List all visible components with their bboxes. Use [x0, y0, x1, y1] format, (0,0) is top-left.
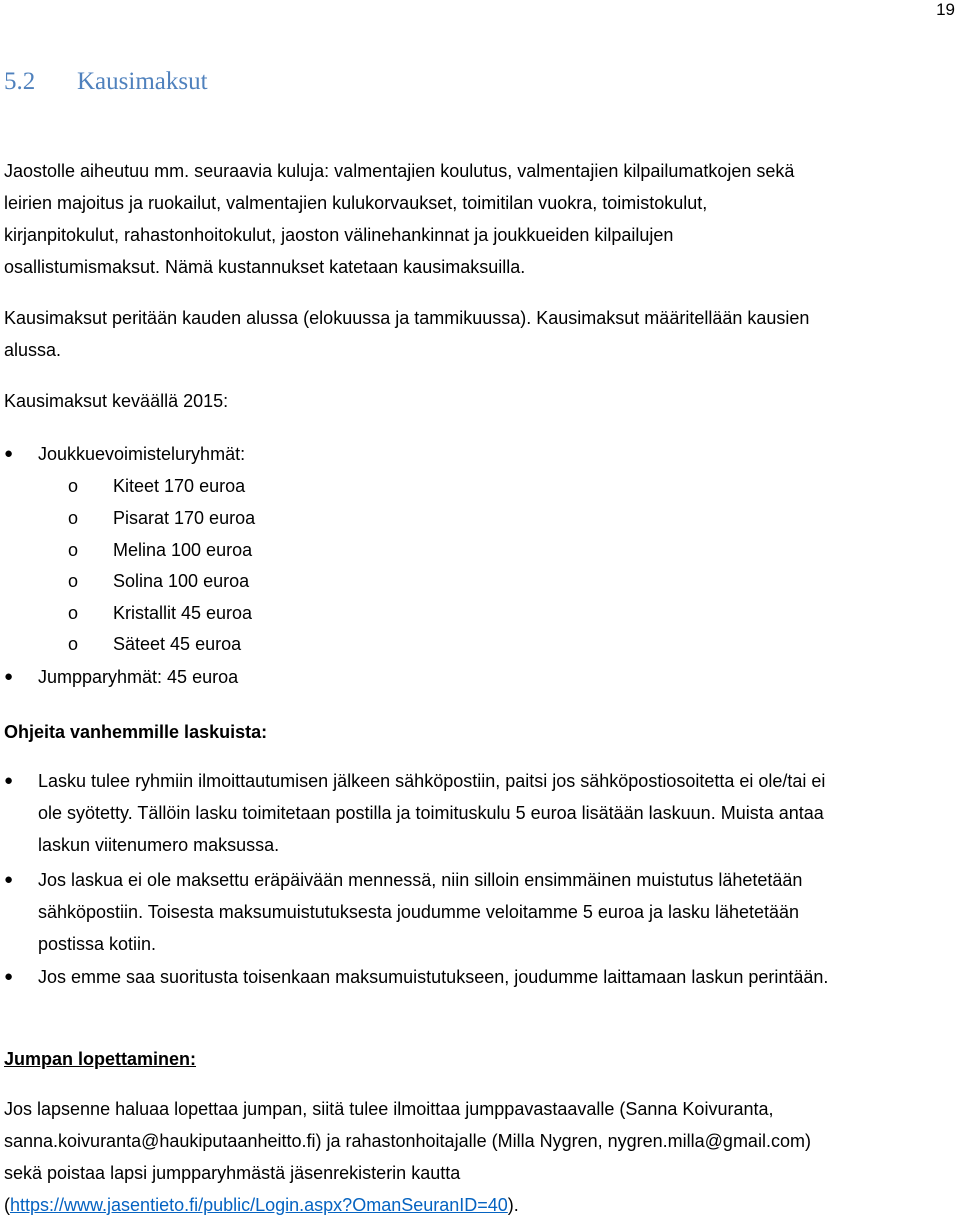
text-line: ole syötetty. Tällöin lasku toimitetaan postilla ja toimituskulu 5 euroa lisätään laskuun. Muista antaa [38, 803, 824, 823]
sub-bullet-icon: o [68, 603, 79, 623]
sub-bullet-icon: o [68, 476, 79, 496]
bullet-icon: ● [4, 968, 14, 985]
text-line: Lasku tulee ryhmiin ilmoittautumisen jälkeen sähköpostiin, paitsi jos sähköpostiosoitetta ei ole/tai ei [38, 771, 826, 791]
text-line: postissa kotiin. [38, 934, 157, 954]
text-line: sekä poistaa lapsi jumpparyhmästä jäsenrekisterin kautta [4, 1163, 461, 1183]
fee-item: Säteet 45 euroa [113, 634, 242, 654]
intro-paragraph [4, 155, 956, 283]
quitting-heading: Jumpan lopettaminen: [4, 1049, 197, 1069]
fee-item: Kristallit 45 euroa [113, 603, 253, 623]
list-item [38, 765, 825, 861]
text-line: kirjanpitokulut, rahastonhoitokulut, jaoston välinehankinnat ja joukkueiden kilpailujen [4, 225, 674, 245]
text-line: Kausimaksut peritään kauden alussa (elokuussa ja tammikuussa). Kausimaksut määritellään kausien [4, 308, 810, 328]
page-number: 19 [936, 0, 955, 19]
text-line: osallistumismaksut. Nämä kustannukset katetaan kausimaksuilla. [4, 257, 526, 277]
bullet-icon: ● [4, 668, 14, 685]
fee-item: Melina 100 euroa [113, 540, 253, 560]
text-line: Jos emme saa suoritusta toisenkaan maksumuistutukseen, joudumme laittamaan laskun perintään. [38, 967, 829, 987]
text-line: sähköpostiin. Toisesta maksumuistutuksesta joudumme veloitamme 5 euroa ja lasku lähetetään [38, 902, 800, 922]
list-item [38, 961, 828, 993]
group-label: Joukkuevoimisteluryhmät: [38, 444, 246, 464]
bullet-icon: ● [4, 871, 14, 888]
text-line: Jaostolle aiheutuu mm. seuraavia kuluja: valmentajien koulutus, valmentajien kilpailumatkojen sekä [4, 161, 795, 181]
bullet-icon: ● [4, 445, 14, 462]
sub-bullet-icon: o [68, 571, 79, 591]
fee-item: Kiteet 170 euroa [113, 476, 246, 496]
section-number: 5.2 [4, 68, 36, 95]
fees-heading: Kausimaksut keväällä 2015: [4, 391, 229, 411]
sub-bullet-icon: o [68, 540, 79, 560]
bullet-icon: ● [4, 772, 14, 789]
paren-close: ). [507, 1195, 519, 1215]
text-line: sanna.koivuranta@haukiputaanheitto.fi) ja rahastonhoitajalle (Milla Nygren, nygren.milla@gmail.com) [4, 1131, 811, 1151]
collection-paragraph [4, 302, 956, 366]
sub-bullet-icon: o [68, 634, 79, 654]
text-line: Jos lapsenne haluaa lopettaa jumpan, siitä tulee ilmoittaa jumppavastaavalle (Sanna Koivuranta, [4, 1099, 774, 1119]
quitting-paragraph [4, 1093, 956, 1221]
group-label: Jumpparyhmät: 45 euroa [38, 667, 239, 687]
fee-item: Pisarat 170 euroa [113, 508, 256, 528]
paren-open: ( [4, 1195, 10, 1215]
registry-link[interactable]: https://www.jasentieto.fi/public/Login.aspx?OmanSeuranID=40 [10, 1195, 508, 1215]
invoice-heading: Ohjeita vanhemmille laskuista: [4, 722, 268, 742]
text-line: Jos laskua ei ole maksettu eräpäivään mennessä, niin silloin ensimmäinen muistutus lähetetään [38, 870, 803, 890]
section-heading [4, 68, 208, 96]
text-line: alussa. [4, 340, 62, 360]
fee-item: Solina 100 euroa [113, 571, 250, 591]
text-line [4, 1189, 956, 1221]
section-title: Kausimaksut [77, 68, 208, 95]
sub-bullet-icon: o [68, 508, 79, 528]
text-line: leirien majoitus ja ruokailut, valmentajien kulukorvaukset, toimitilan vuokra, toimistokulut, [4, 193, 708, 213]
text-line: laskun viitenumero maksussa. [38, 835, 280, 855]
list-item [38, 864, 802, 960]
